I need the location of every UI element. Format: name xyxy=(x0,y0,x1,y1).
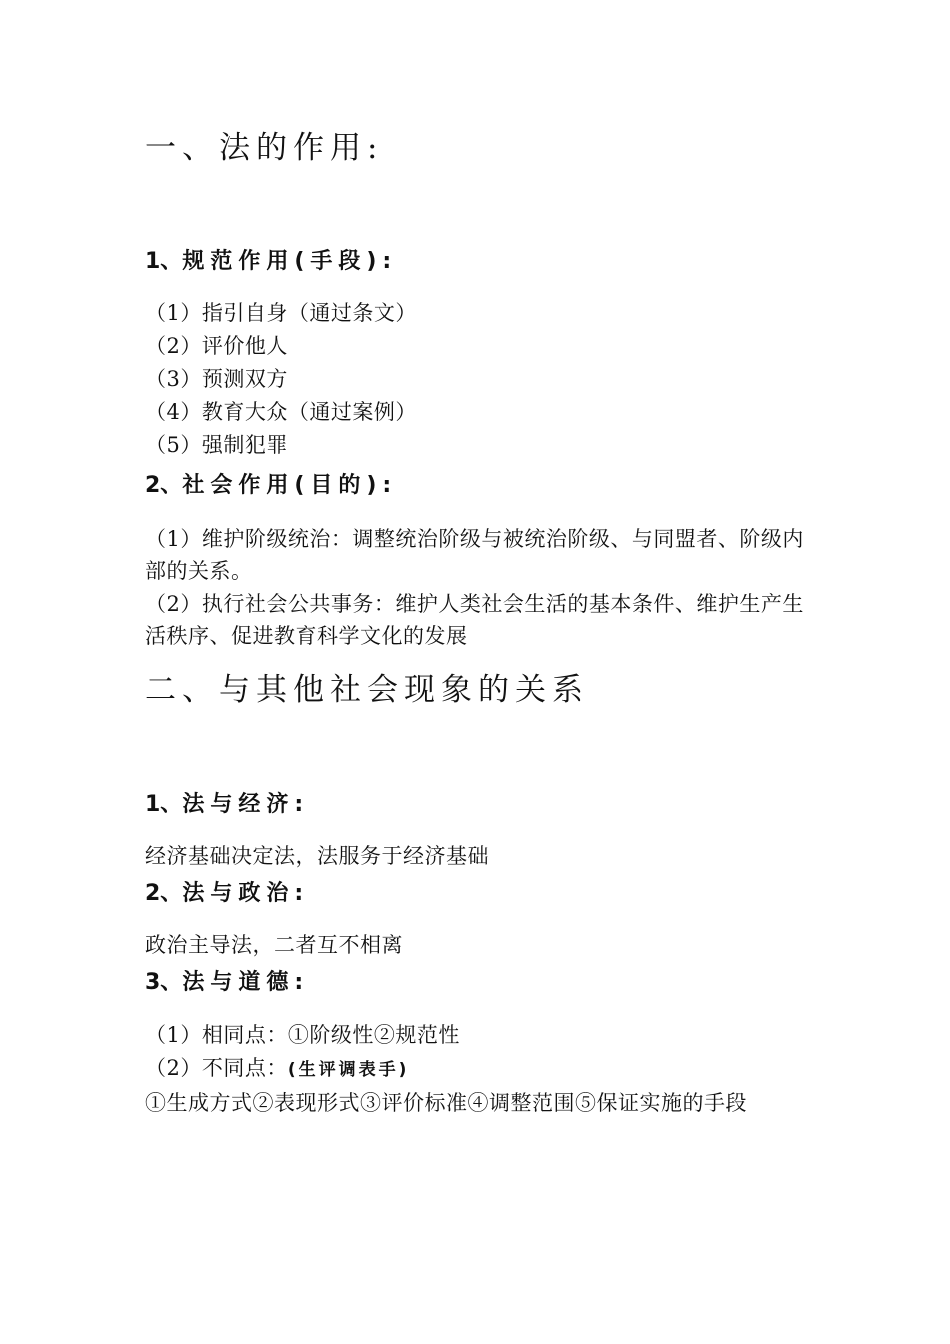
section1-sub2-number: 2、 xyxy=(145,473,183,498)
paragraph: ①生成方式②表现形式③评价标准④调整范围⑤保证实施的手段 xyxy=(145,1091,747,1115)
section2-sub1-number: 1、 xyxy=(145,792,183,817)
section1-sub2-label: 社会作用(目的): xyxy=(182,473,398,498)
list-item: （2）评价他人 xyxy=(145,334,288,358)
list-item: （1）相同点：①阶级性②规范性 xyxy=(145,1023,460,1047)
section2-sub2-number: 2、 xyxy=(145,881,183,906)
section1-sub1-heading xyxy=(145,244,397,275)
section2-sub2-heading xyxy=(145,876,309,907)
paragraph: 政治主导法，二者互不相离 xyxy=(145,933,403,957)
list-item-label: （2）不同点： xyxy=(145,1056,288,1080)
paragraph: 经济基础决定法，法服务于经济基础 xyxy=(145,844,489,868)
section1-sub2-heading xyxy=(145,468,397,499)
list-item: （4）教育大众（通过案例） xyxy=(145,400,417,424)
section2-sub1-heading xyxy=(145,787,309,818)
mnemonic-note: (生评调表手) xyxy=(287,1060,410,1080)
paragraph: （1）维护阶级统治：调整统治阶级与被统治阶级、与同盟者、阶级内部的关系。 xyxy=(145,527,804,583)
section2-sub1-label: 法与经济: xyxy=(182,792,310,817)
section2-sub3-label: 法与道德: xyxy=(182,970,310,995)
list-item xyxy=(145,1052,409,1086)
section1-sub1-label: 规范作用(手段): xyxy=(182,249,398,274)
paragraph: （2）执行社会公共事务：维护人类社会生活的基本条件、维护生产生活秩序、促进教育科学文化的发展 xyxy=(145,592,804,648)
section1-sub1-number: 1、 xyxy=(145,249,183,274)
section2-title: 二、与其他社会现象的关系 xyxy=(145,672,589,708)
section1-title: 一、法的作用: xyxy=(145,130,384,166)
section2-sub3-heading xyxy=(145,965,309,996)
section2-sub3-number: 3、 xyxy=(145,970,183,995)
list-item: （1）指引自身（通过条文） xyxy=(145,301,417,325)
list-item: （3）预测双方 xyxy=(145,367,288,391)
list-item: （5）强制犯罪 xyxy=(145,433,288,457)
section2-sub2-label: 法与政治: xyxy=(182,881,310,906)
